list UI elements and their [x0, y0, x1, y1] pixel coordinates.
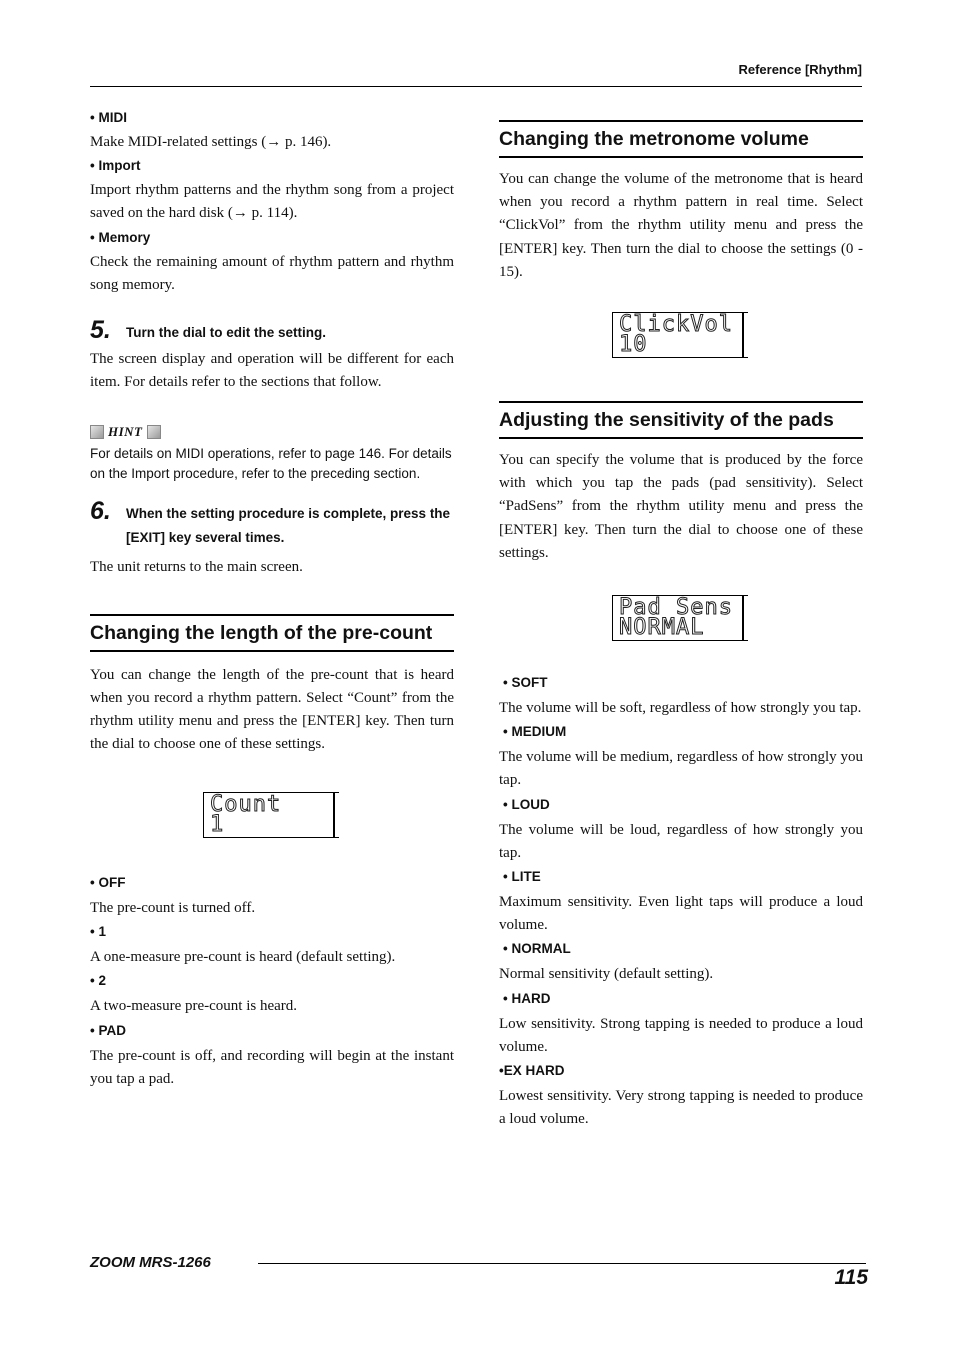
list-item — [90, 229, 454, 297]
hint-square-icon — [147, 425, 161, 439]
step-number: 5. — [90, 316, 111, 345]
right-column — [499, 120, 863, 284]
list-item-label: • MEDIUM — [503, 724, 567, 740]
list-item-text: Normal sensitivity (default setting). — [499, 966, 714, 983]
list-item-text: The volume will be loud, regardless of how strongly you tap. — [499, 821, 863, 861]
running-header: Reference [Rhythm] — [738, 62, 862, 77]
list-item — [499, 1062, 863, 1131]
lcd-line-2: 10 — [619, 332, 648, 357]
section-title: Changing the length of the pre-count — [90, 621, 433, 644]
page-number: 115 — [834, 1266, 868, 1289]
pads-section — [499, 401, 863, 565]
list-item-label: • NORMAL — [503, 941, 571, 957]
lcd-line-2: NORMAL — [619, 615, 705, 640]
lcd-display-padsens — [612, 595, 743, 641]
lcd-line-1: Pad Sens — [619, 595, 733, 620]
pads-options — [499, 674, 863, 1131]
list-item-label: • SOFT — [503, 675, 548, 690]
section-precount-heading — [90, 614, 454, 652]
precount-options — [90, 874, 454, 1091]
list-item — [90, 972, 454, 1018]
lcd-display-count — [203, 792, 334, 838]
list-item-text: Check the remaining amount of rhythm pattern and rhythm song memory. — [90, 253, 454, 293]
step-description: The screen display and operation will be different for each item. For details refer to the sections that follow. — [90, 351, 454, 391]
list-item-text: The pre-count is turned off. — [90, 900, 256, 916]
list-item-label: • Memory — [90, 229, 151, 245]
list-item-label: • PAD — [90, 1022, 126, 1038]
list-item — [499, 796, 863, 865]
list-item-text: Maximum sensitivity. Even light taps will produce a loud volume. — [499, 894, 863, 934]
list-item-label: • OFF — [90, 875, 126, 890]
list-item — [499, 990, 863, 1059]
hint-label: HINT — [108, 424, 143, 440]
list-item — [90, 923, 454, 969]
list-item-label: • MIDI — [90, 110, 127, 125]
list-item-label: • Import — [90, 158, 141, 174]
footer-rule — [258, 1263, 866, 1264]
section-metronome-heading — [499, 120, 863, 158]
section-body: You can specify the volume that is produced by the force with which you tap the pads (pad sensitivity). Select “PadSens” from the rhythm utility menu and press the [ENTER] key. Then turn the dial to choose one of these settings. — [499, 452, 863, 561]
lcd-display-clickvol — [612, 312, 743, 358]
list-item — [90, 874, 454, 920]
list-item-text: A two-measure pre-count is heard. — [90, 998, 298, 1015]
lcd-line-1: Count — [210, 792, 282, 817]
list-item-label: • 1 — [90, 924, 106, 940]
hint-box — [90, 424, 454, 484]
header-rule — [90, 86, 862, 87]
list-item-label: • 2 — [90, 973, 106, 989]
footer-model-name: ZOOM MRS-1266 — [90, 1254, 211, 1271]
list-item-label: • LITE — [503, 869, 541, 885]
list-item — [499, 674, 863, 720]
hint-text: For details on MIDI operations, refer to page 146. For details on the Import procedure, refer to the preceding section. — [90, 446, 452, 482]
step-instruction: Turn the dial to edit the setting. — [126, 325, 326, 341]
list-item-text: The volume will be medium, regardless of how strongly you tap. — [499, 749, 863, 789]
left-column — [90, 100, 454, 756]
hint-header — [90, 424, 454, 440]
list-item-label: • LOUD — [503, 796, 550, 812]
step-instruction: When the setting procedure is complete, press the [EXIT] key several times. — [126, 506, 451, 546]
list-item-text: Low sensitivity. Strong tapping is needed to produce a loud volume. — [499, 1015, 863, 1055]
list-item-text: A one-measure pre-count is heard (default setting). — [90, 949, 396, 966]
step-number: 6. — [90, 497, 111, 526]
list-item — [499, 940, 863, 986]
list-item — [90, 1022, 454, 1091]
list-item-label: •EX HARD — [499, 1063, 565, 1079]
list-item-text: The pre-count is off, and recording will begin at the instant you tap a pad. — [90, 1047, 454, 1087]
list-item-text: The volume will be soft, regardless of how strongly you tap. — [499, 700, 862, 716]
step-description: The unit returns to the main screen. — [90, 559, 303, 576]
step-5 — [90, 316, 454, 394]
list-item-text: Make MIDI-related settings (→ p. 146). — [90, 134, 332, 150]
list-item — [499, 723, 863, 792]
section-body: You can change the volume of the metronome that is heard when you record a rhythm pattern in real time. Select “ClickVol” from the rhythm utility menu and press the [ENTER] key. Then turn the dial to choose the settings (0 - 15). — [499, 171, 863, 280]
list-item — [90, 109, 454, 154]
list-item-text: Lowest sensitivity. Very strong tapping is needed to produce a loud volume. — [499, 1088, 863, 1128]
hint-square-icon — [90, 425, 104, 439]
section-title: Adjusting the sensitivity of the pads — [499, 409, 834, 431]
lcd-line-1: ClickVol — [619, 312, 733, 337]
section-title: Changing the metronome volume — [499, 128, 809, 150]
lcd-line-2: 1 — [210, 812, 225, 837]
list-item-text: Import rhythm patterns and the rhythm song from a project saved on the hard disk (→ p. 114). — [90, 182, 454, 222]
section-body: You can change the length of the pre-count that is heard when you record a rhythm pattern. Select “Count” from the rhythm utility menu and press the [ENTER] key. Then turn the dial to choose one of these settings. — [90, 666, 454, 753]
step-6 — [90, 497, 454, 579]
section-pads-heading — [499, 401, 863, 439]
list-item — [499, 868, 863, 937]
list-item — [90, 157, 454, 225]
list-item-label: • HARD — [503, 990, 551, 1006]
